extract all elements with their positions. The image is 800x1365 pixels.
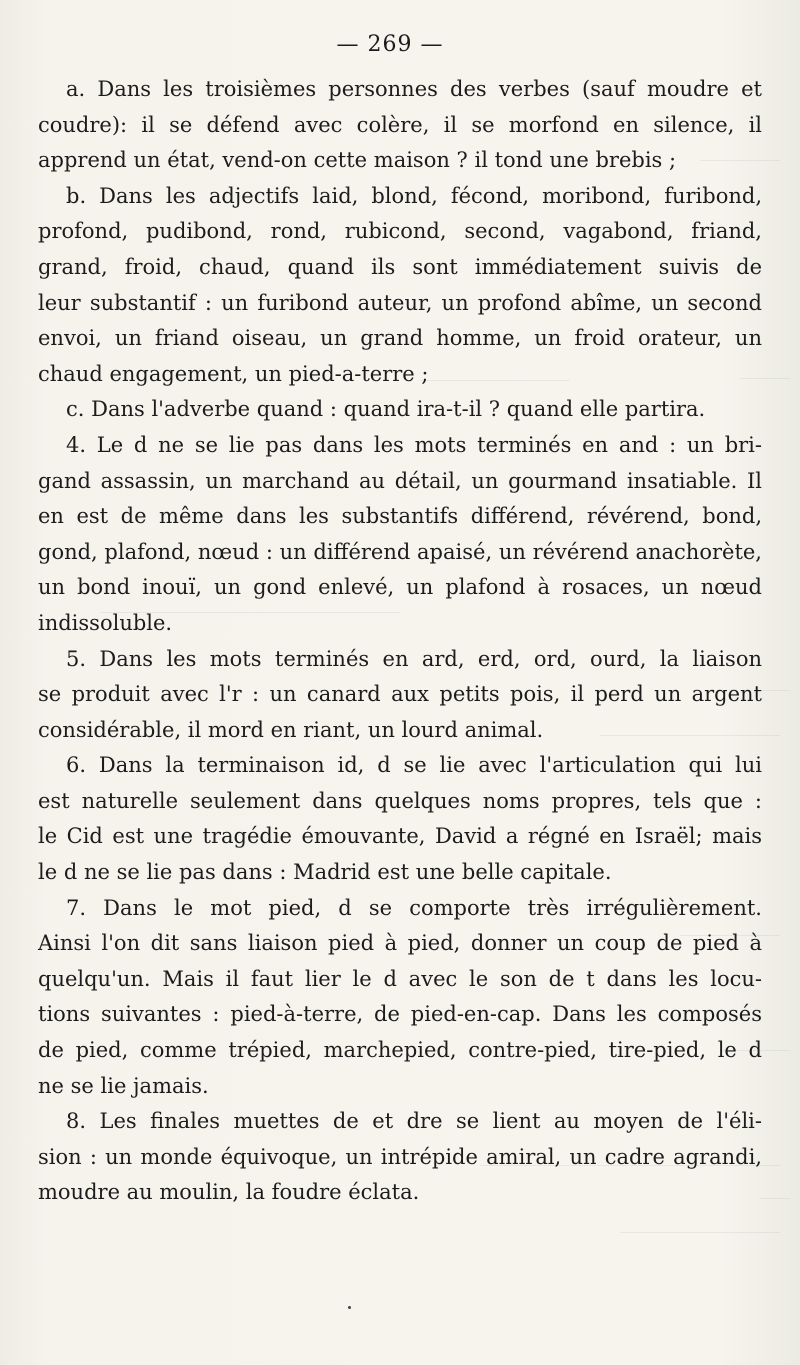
text-line: apprend un état, vend-on cette maison ? il tond une brebis ; [38, 148, 677, 173]
text-line: chaud engagement, un pied-a-terre ; [38, 361, 429, 386]
text-line: gond, plafond, nœud : un différend apaisé, un révérend anachorète, [38, 539, 762, 564]
text-line: de pied, comme trépied, marchepied, contre-pied, tire-pied, le d [38, 1038, 762, 1063]
text-line: b. Dans les adjectifs laid, blond, fécond, moribond, furibond, [66, 183, 762, 208]
text-line: se produit avec l'r : un canard aux petits pois, il perd un argent [38, 682, 762, 707]
text-line: envoi, un friand oiseau, un grand homme, un froid orateur, un [38, 326, 762, 351]
text-line: coudre): il se défend avec colère, il se morfond en silence, il [38, 112, 762, 137]
text-line: quelqu'un. Mais il faut lier le d avec le son de t dans les locu- [38, 966, 762, 991]
text-line: le Cid est une tragédie émouvante, David a régné en Israël; mais [38, 824, 762, 849]
text-line: considérable, il mord en riant, un lourd animal. [38, 717, 544, 742]
text-line: leur substantif : un furibond auteur, un profond abîme, un second [38, 290, 762, 315]
text-line: sion : un monde équivoque, un intrépide amiral, un cadre agrandi, [38, 1144, 762, 1169]
text-line: le d ne se lie pas dans : Madrid est une belle capitale. [38, 860, 612, 885]
text-line: est naturelle seulement dans quelques noms propres, tels que : [38, 788, 762, 813]
text-line: 4. Le d ne se lie pas dans les mots terminés en and : un bri- [66, 432, 762, 457]
text-line: grand, froid, chaud, quand ils sont immédiatement suivis de [38, 254, 762, 279]
text-line: tions suivantes : pied-à-terre, de pied-en-cap. Dans les composés [38, 1002, 762, 1027]
text-line: 6. Dans la terminaison id, d se lie avec l'articulation qui lui [66, 753, 762, 778]
text-line: c. Dans l'adverbe quand : quand ira-t-il ? quand elle partira. [66, 397, 706, 422]
text-line: a. Dans les troisièmes personnes des verbes (sauf moudre et [66, 77, 762, 101]
text-line: un bond inouï, un gond enlevé, un plafond à rosaces, un nœud [38, 575, 762, 600]
print-speck [348, 1306, 351, 1309]
page-number: — 269 — [336, 32, 444, 57]
text-line: 5. Dans les mots terminés en ard, erd, ord, ourd, la liaison [66, 646, 762, 671]
text-line: 8. Les finales muettes de et dre se lient au moyen de l'éli- [66, 1109, 762, 1134]
text-line: moudre au moulin, la foudre éclata. [38, 1180, 420, 1205]
text-line: ne se lie jamais. [38, 1073, 209, 1098]
text-line: profond, pudibond, rond, rubicond, second, vagabond, friand, [38, 219, 762, 244]
text-line: 7. Dans le mot pied, d se comporte très irrégulièrement. [66, 895, 762, 920]
body-text [38, 72, 762, 1211]
text-line: Ainsi l'on dit sans liaison pied à pied, donner un coup de pied à [38, 931, 762, 956]
text-line: gand assassin, un marchand au détail, un gourmand insatiable. Il [38, 468, 762, 493]
text-line: indissoluble. [38, 610, 173, 635]
text-line: en est de même dans les substantifs différend, révérend, bond, [38, 504, 762, 529]
